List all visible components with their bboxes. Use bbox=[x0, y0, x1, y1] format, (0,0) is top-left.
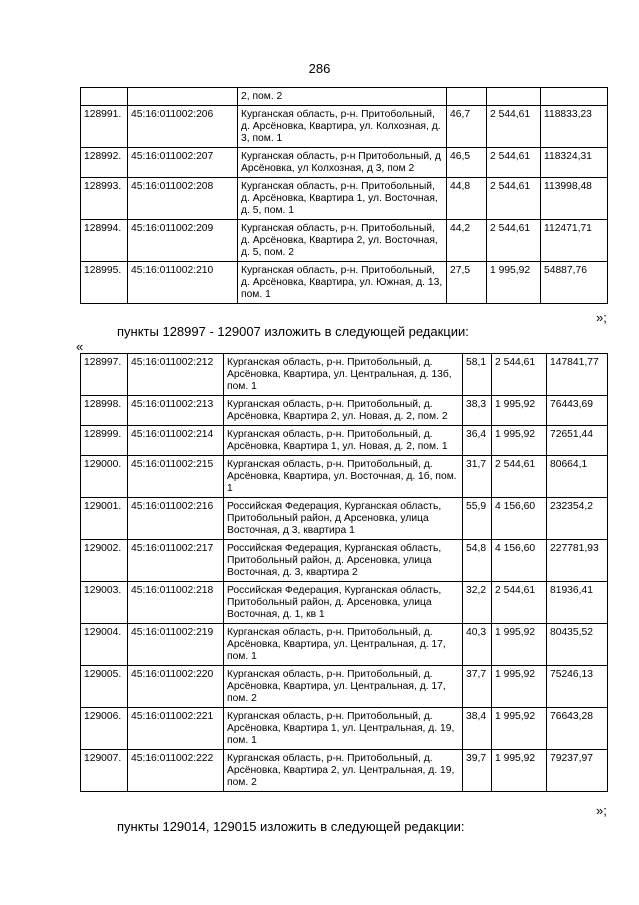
value-cell: 76443,69 bbox=[547, 396, 608, 426]
rate-cell bbox=[487, 88, 541, 106]
cadastral-number-cell: 45:16:011002:213 bbox=[128, 396, 224, 426]
row-number-cell: 128991. bbox=[81, 106, 128, 148]
rate-cell: 1 995,92 bbox=[487, 262, 541, 304]
table-row bbox=[81, 354, 608, 396]
value-cell: 112471,71 bbox=[541, 220, 608, 262]
row-number-cell: 128995. bbox=[81, 262, 128, 304]
address-cell: Российская Федерация, Курганская область, Притобольный район, д. Арсеновка, улица Восточная, д. 3, квартира 2 bbox=[224, 540, 463, 582]
area-cell: 38,3 bbox=[463, 396, 492, 426]
value-cell: 54887,76 bbox=[541, 262, 608, 304]
amendment-paragraph: пункты 129014, 129015 изложить в следующей редакции: bbox=[117, 819, 465, 834]
area-cell: 32,2 bbox=[463, 582, 492, 624]
rate-cell: 2 544,61 bbox=[487, 220, 541, 262]
area-cell: 38,4 bbox=[463, 708, 492, 750]
value-cell: 80664,1 bbox=[547, 456, 608, 498]
closing-quote: »; bbox=[596, 310, 607, 325]
rate-cell: 1 995,92 bbox=[492, 396, 547, 426]
row-number-cell: 129000. bbox=[81, 456, 128, 498]
cadastral-number-cell: 45:16:011002:217 bbox=[128, 540, 224, 582]
table-row bbox=[81, 262, 608, 304]
property-table-amended bbox=[80, 353, 608, 792]
table-row bbox=[81, 88, 608, 106]
area-cell: 55,9 bbox=[463, 498, 492, 540]
address-cell: Курганская область, р-н. Притобольный, д. Арсёновка, Квартира 1, ул. Восточная, д. 5, пом. 1 bbox=[238, 178, 447, 220]
area-cell: 27,5 bbox=[447, 262, 487, 304]
table-row bbox=[81, 426, 608, 456]
table-row bbox=[81, 396, 608, 426]
value-cell: 113998,48 bbox=[541, 178, 608, 220]
address-cell: Курганская область, р-н. Притобольный, д. Арсёновка, Квартира 2, ул. Новая, д. 2, пом. 2 bbox=[224, 396, 463, 426]
row-number-cell: 129003. bbox=[81, 582, 128, 624]
area-cell: 37,7 bbox=[463, 666, 492, 708]
table-row bbox=[81, 750, 608, 792]
rate-cell: 2 544,61 bbox=[492, 456, 547, 498]
table-row bbox=[81, 582, 608, 624]
address-cell: Российская Федерация, Курганская область, Притобольный район, д Арсеновка, улица Восточная, д 3, квартира 1 bbox=[224, 498, 463, 540]
value-cell bbox=[541, 88, 608, 106]
address-cell: 2, пом. 2 bbox=[238, 88, 447, 106]
address-cell: Курганская область, р-н. Притобольный, д. Арсёновка, Квартира, ул. Восточная, д. 1б, пом. 1 bbox=[224, 456, 463, 498]
area-cell: 31,7 bbox=[463, 456, 492, 498]
rate-cell: 2 544,61 bbox=[487, 106, 541, 148]
value-cell: 81936,41 bbox=[547, 582, 608, 624]
address-cell: Курганская область, р-н. Притобольный, д. Арсёновка, Квартира, ул. Южная, д. 13, пом. 1 bbox=[238, 262, 447, 304]
cadastral-number-cell: 45:16:011002:218 bbox=[128, 582, 224, 624]
table-row bbox=[81, 178, 608, 220]
table-row bbox=[81, 708, 608, 750]
address-cell: Курганская область, р-н. Притобольный, д. Арсёновка, Квартира, ул. Колхозная, д. 3, пом. 1 bbox=[238, 106, 447, 148]
area-cell: 54,8 bbox=[463, 540, 492, 582]
rate-cell: 2 544,61 bbox=[487, 148, 541, 178]
row-number-cell: 129002. bbox=[81, 540, 128, 582]
cadastral-number-cell: 45:16:011002:212 bbox=[128, 354, 224, 396]
row-number-cell bbox=[81, 88, 128, 106]
cadastral-number-cell: 45:16:011002:207 bbox=[128, 148, 238, 178]
address-cell: Курганская область, р-н. Притобольный, д. Арсёновка, Квартира 2, ул. Восточная, д. 5, пом. 2 bbox=[238, 220, 447, 262]
area-cell: 40,3 bbox=[463, 624, 492, 666]
table-row bbox=[81, 540, 608, 582]
row-number-cell: 129005. bbox=[81, 666, 128, 708]
row-number-cell: 128999. bbox=[81, 426, 128, 456]
address-cell: Курганская область, р-н. Притобольный, д. Арсёновка, Квартира, ул. Центральная, д. 17, пом. 1 bbox=[224, 624, 463, 666]
area-cell: 46,5 bbox=[447, 148, 487, 178]
address-cell: Курганская область, р-н. Притобольный, д. Арсёновка, Квартира, ул. Центральная, д. 13б, пом. 1 bbox=[224, 354, 463, 396]
rate-cell: 4 156,60 bbox=[492, 540, 547, 582]
row-number-cell: 129006. bbox=[81, 708, 128, 750]
area-cell: 58,1 bbox=[463, 354, 492, 396]
table-row bbox=[81, 106, 608, 148]
value-cell: 118833,23 bbox=[541, 106, 608, 148]
rate-cell: 1 995,92 bbox=[492, 426, 547, 456]
rate-cell: 2 544,61 bbox=[492, 582, 547, 624]
cadastral-number-cell: 45:16:011002:210 bbox=[128, 262, 238, 304]
area-cell: 44,2 bbox=[447, 220, 487, 262]
table-row bbox=[81, 624, 608, 666]
cadastral-number-cell: 45:16:011002:220 bbox=[128, 666, 224, 708]
cadastral-number-cell bbox=[128, 88, 238, 106]
cadastral-number-cell: 45:16:011002:206 bbox=[128, 106, 238, 148]
table-row bbox=[81, 220, 608, 262]
value-cell: 232354,2 bbox=[547, 498, 608, 540]
area-cell: 44,8 bbox=[447, 178, 487, 220]
rate-cell: 4 156,60 bbox=[492, 498, 547, 540]
rate-cell: 2 544,61 bbox=[492, 354, 547, 396]
value-cell: 227781,93 bbox=[547, 540, 608, 582]
row-number-cell: 128997. bbox=[81, 354, 128, 396]
cadastral-number-cell: 45:16:011002:215 bbox=[128, 456, 224, 498]
value-cell: 76643,28 bbox=[547, 708, 608, 750]
amendment-paragraph: пункты 128997 - 129007 изложить в следующей редакции: bbox=[117, 324, 469, 339]
cadastral-number-cell: 45:16:011002:216 bbox=[128, 498, 224, 540]
value-cell: 72651,44 bbox=[547, 426, 608, 456]
address-cell: Курганская область, р-н. Притобольный, д. Арсёновка, Квартира 1, ул. Центральная, д. 19, пом. 1 bbox=[224, 708, 463, 750]
table-row bbox=[81, 666, 608, 708]
rate-cell: 1 995,92 bbox=[492, 750, 547, 792]
value-cell: 79237,97 bbox=[547, 750, 608, 792]
area-cell bbox=[447, 88, 487, 106]
closing-quote: »; bbox=[596, 803, 607, 818]
cadastral-number-cell: 45:16:011002:209 bbox=[128, 220, 238, 262]
table-row bbox=[81, 498, 608, 540]
value-cell: 118324,31 bbox=[541, 148, 608, 178]
table-row bbox=[81, 456, 608, 498]
property-table-continuation bbox=[80, 87, 608, 304]
value-cell: 80435,52 bbox=[547, 624, 608, 666]
cadastral-number-cell: 45:16:011002:208 bbox=[128, 178, 238, 220]
opening-quote: « bbox=[76, 339, 84, 354]
address-cell: Курганская область, р-н Притобольный, д Арсёновка, ул Колхозная, д 3, пом 2 bbox=[238, 148, 447, 178]
rate-cell: 1 995,92 bbox=[492, 708, 547, 750]
table-row bbox=[81, 148, 608, 178]
address-cell: Курганская область, р-н. Притобольный, д. Арсёновка, Квартира 1, ул. Новая, д. 2, пом. 1 bbox=[224, 426, 463, 456]
rate-cell: 2 544,61 bbox=[487, 178, 541, 220]
value-cell: 75246,13 bbox=[547, 666, 608, 708]
row-number-cell: 128998. bbox=[81, 396, 128, 426]
row-number-cell: 129007. bbox=[81, 750, 128, 792]
page-number: 286 bbox=[308, 61, 331, 76]
address-cell: Курганская область, р-н. Притобольный, д. Арсёновка, Квартира, ул. Центральная, д. 17, пом. 2 bbox=[224, 666, 463, 708]
row-number-cell: 129001. bbox=[81, 498, 128, 540]
row-number-cell: 129004. bbox=[81, 624, 128, 666]
address-cell: Российская Федерация, Курганская область, Притобольный район, д. Арсеновка, улица Восточная, д. 1, кв 1 bbox=[224, 582, 463, 624]
address-cell: Курганская область, р-н. Притобольный, д. Арсёновка, Квартира 2, ул. Центральная, д. 19, пом. 2 bbox=[224, 750, 463, 792]
value-cell: 147841,77 bbox=[547, 354, 608, 396]
area-cell: 39,7 bbox=[463, 750, 492, 792]
row-number-cell: 128992. bbox=[81, 148, 128, 178]
rate-cell: 1 995,92 bbox=[492, 666, 547, 708]
cadastral-number-cell: 45:16:011002:221 bbox=[128, 708, 224, 750]
row-number-cell: 128993. bbox=[81, 178, 128, 220]
cadastral-number-cell: 45:16:011002:222 bbox=[128, 750, 224, 792]
rate-cell: 1 995,92 bbox=[492, 624, 547, 666]
area-cell: 46,7 bbox=[447, 106, 487, 148]
cadastral-number-cell: 45:16:011002:214 bbox=[128, 426, 224, 456]
row-number-cell: 128994. bbox=[81, 220, 128, 262]
cadastral-number-cell: 45:16:011002:219 bbox=[128, 624, 224, 666]
area-cell: 36,4 bbox=[463, 426, 492, 456]
